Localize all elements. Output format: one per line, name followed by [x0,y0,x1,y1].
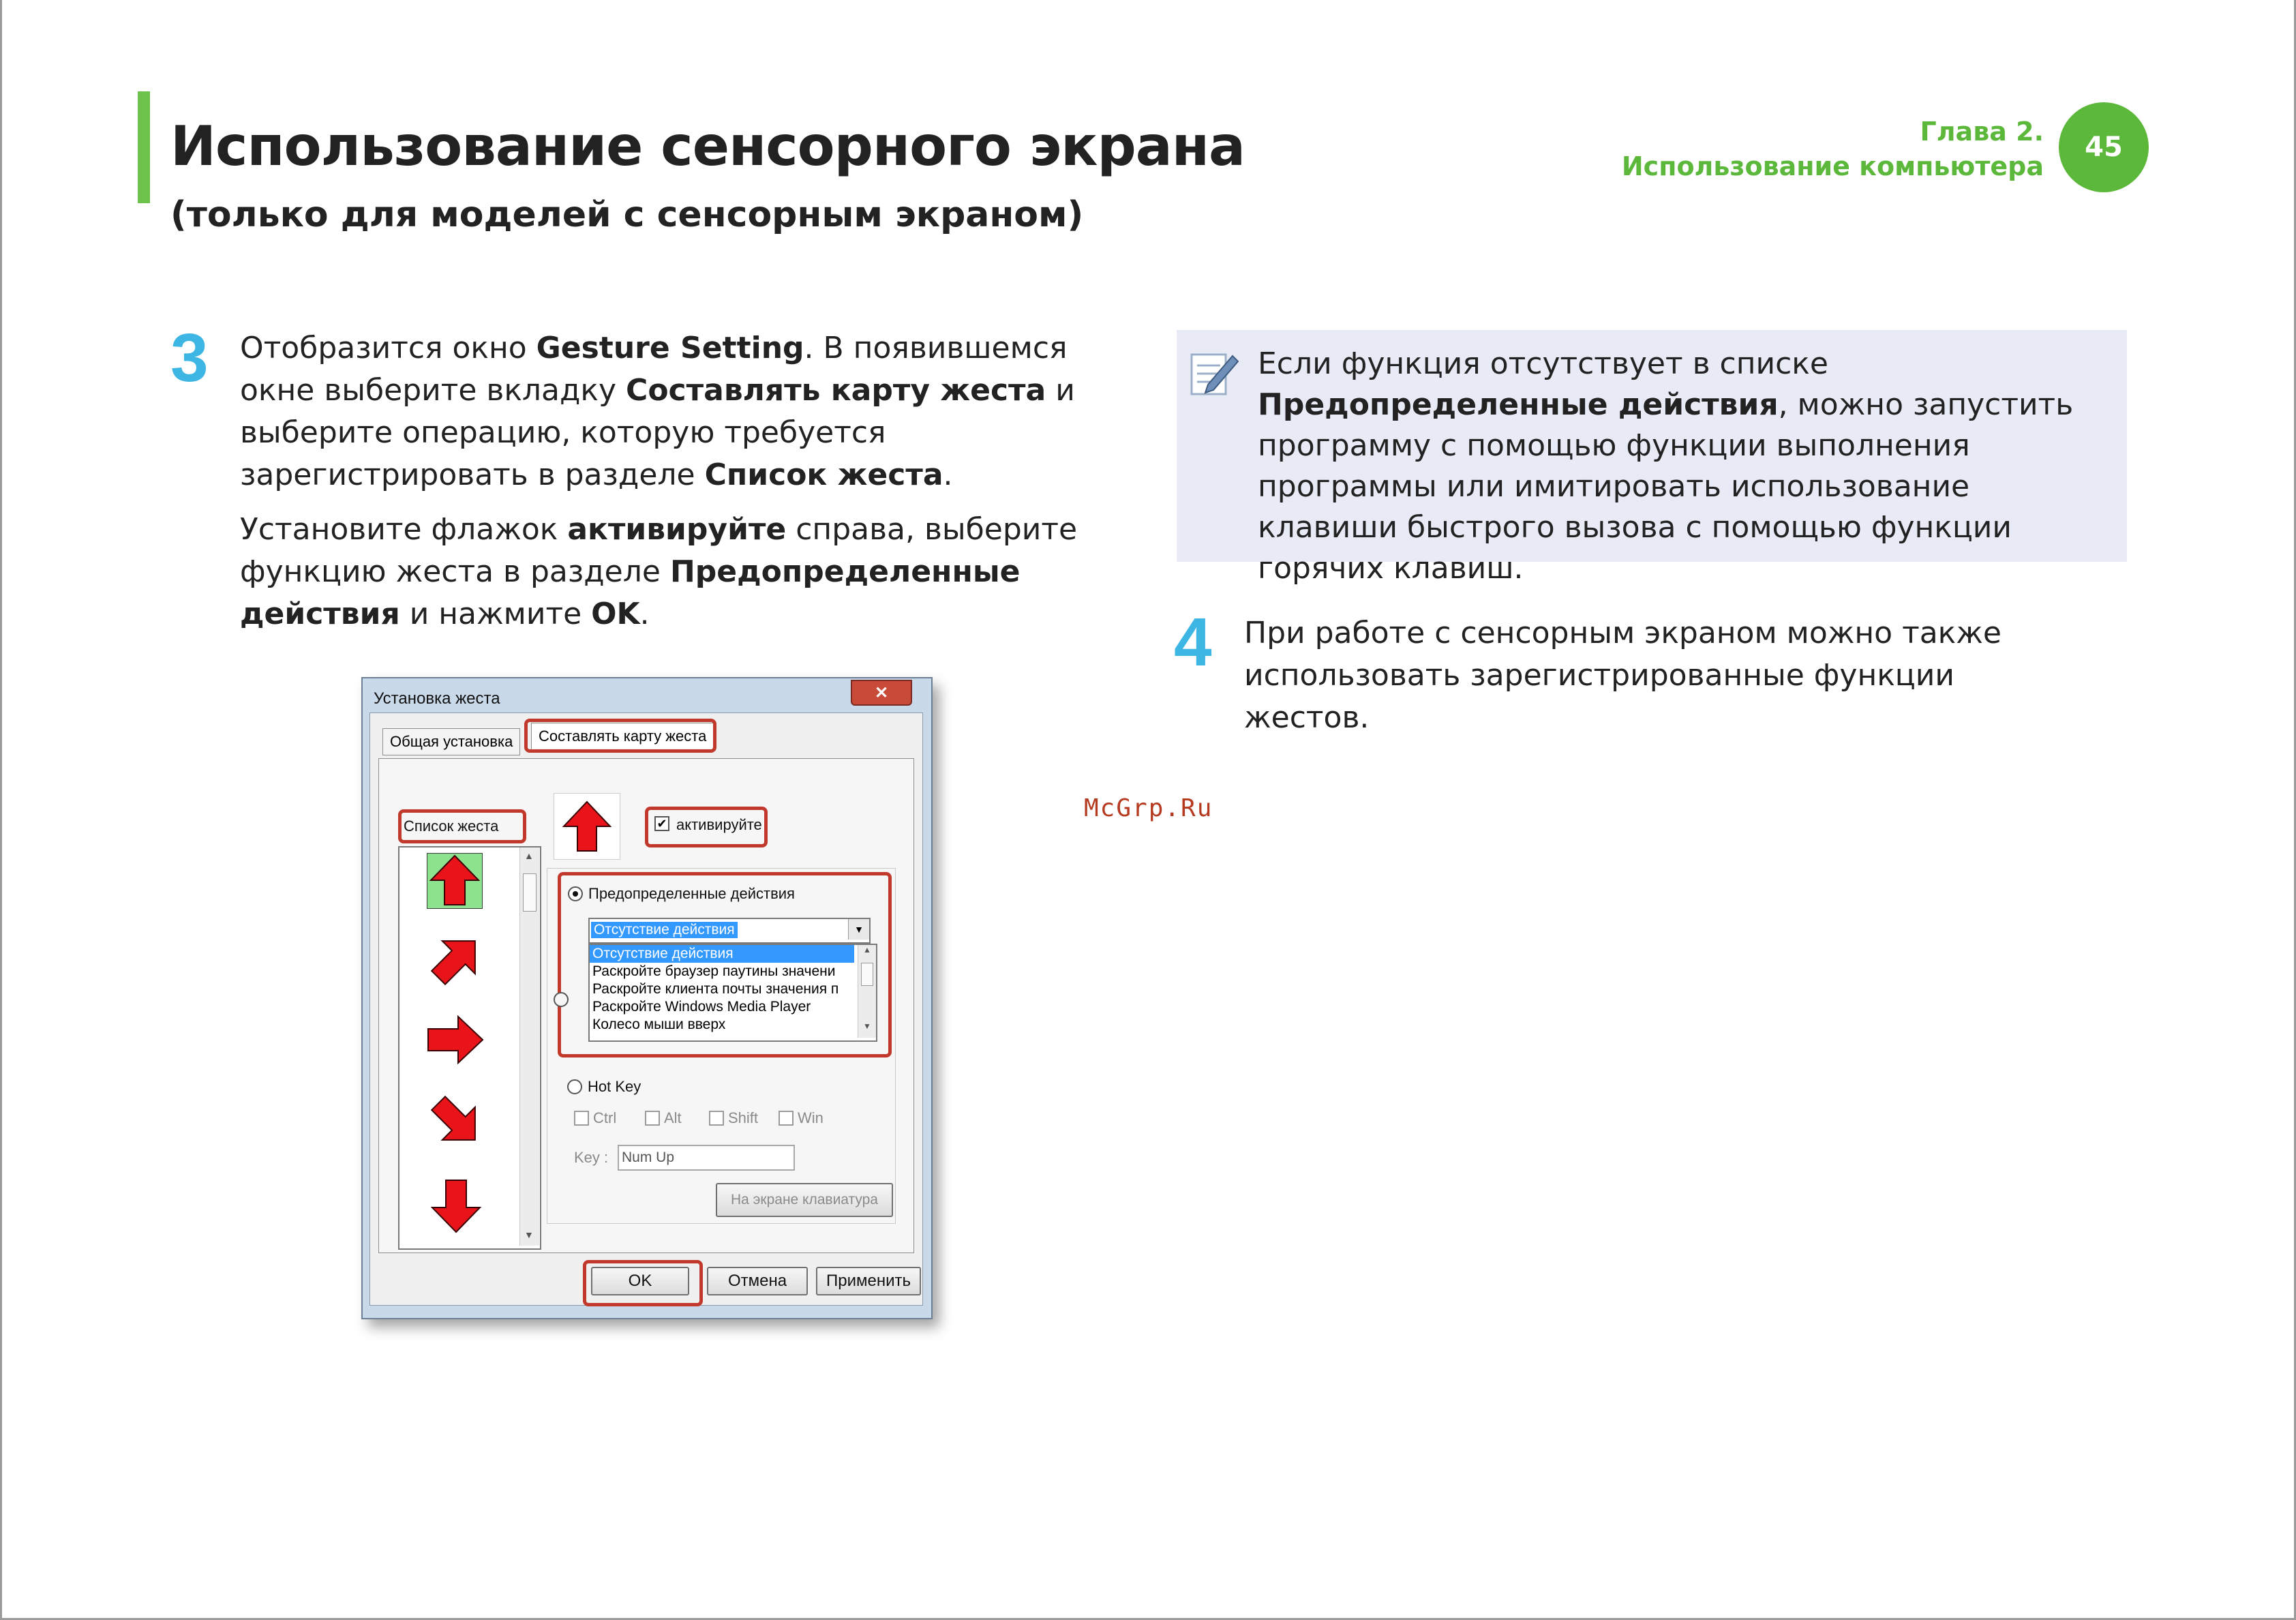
title-accent-bar [138,91,150,203]
program-radio[interactable] [554,992,569,1007]
step-3-number: 3 [170,320,209,396]
step-3-paragraph-1 [240,327,1126,496]
chevron-down-icon[interactable]: ▼ [848,919,869,940]
bold-term: активируйте [567,512,787,547]
scroll-up-icon[interactable]: ▲ [524,850,534,861]
bold-term: Gesture Setting [536,331,804,365]
tab-highlight [524,719,716,753]
page-border-left [0,0,2,1620]
text-run: Отобразится окно [240,331,537,365]
dropdown-item[interactable]: Раскройте Windows Media Player [592,999,811,1015]
page-subtitle: (только для моделей с сенсорным экраном) [170,194,1084,235]
win-checkbox[interactable] [779,1111,794,1126]
ok-button[interactable]: OK [591,1267,689,1295]
gesture-setting-dialog [361,677,933,1319]
note-pencil-icon [1188,346,1242,401]
win-label: Win [798,1109,824,1126]
bold-term: Составлять карту жеста [626,373,1046,408]
close-icon[interactable]: ✕ [851,680,912,706]
ctrl-label: Ctrl [593,1109,617,1126]
note-text [1258,344,2117,589]
bold-term: OK [591,597,640,631]
gesture-preview [554,793,620,860]
predefined-highlight [558,872,892,1058]
gesture-list[interactable] [398,846,541,1250]
onscreen-keyboard-button[interactable]: На экране клавиатура [716,1183,893,1217]
dropdown-scrollbar[interactable] [858,945,876,1038]
predefined-radio[interactable] [568,886,583,901]
combo-selected-value: Отсутствие действия [591,922,738,938]
page-title: Использование сенсорного экрана [170,115,1245,178]
arrow-down-icon[interactable] [431,1179,481,1233]
bold-term: Предопределенные действия [1258,387,1779,422]
radio-dot [573,891,578,897]
key-label: Key : [574,1149,609,1166]
text-run: . [639,597,650,631]
tab-panel [378,758,914,1253]
shift-checkbox[interactable] [709,1111,724,1126]
activate-checkbox[interactable] [654,816,669,831]
text-run: и нажмите [399,597,592,631]
text-run: Установите флажок [240,512,568,547]
arrow-right-icon[interactable] [427,1015,484,1064]
step-3-paragraph-2 [240,509,1133,635]
chapter-label: Глава 2. [1920,117,2044,147]
dialog-body [369,712,923,1306]
activate-label: активируйте [676,816,762,833]
gesture-list-scrollbar[interactable] [519,847,539,1246]
predefined-dropdown-list[interactable] [588,944,877,1042]
chapter-name: Использование компьютера [1621,151,2044,181]
check-icon: ✔ [656,817,667,830]
gesture-list-label-highlight [398,809,526,843]
scroll-thumb[interactable] [861,963,873,986]
page-number-badge: 45 [2059,102,2149,192]
dropdown-item[interactable]: Колесо мыши вверх [592,1017,726,1032]
predefined-combo[interactable] [588,918,871,944]
text-run: справа, выберите функцию жеста в разделе [240,512,1078,589]
dropdown-item[interactable]: Отсутствие действия [590,945,854,963]
tab-general[interactable]: Общая установка [382,728,520,755]
cancel-button[interactable]: Отмена [707,1267,808,1295]
scroll-down-icon[interactable]: ▼ [863,1021,871,1031]
gesture-list-label: Список жеста [404,817,499,835]
scroll-down-icon[interactable]: ▼ [524,1229,534,1240]
preview-arrow-up-icon [562,800,611,852]
shift-label: Shift [728,1109,759,1126]
tab-gesture-map[interactable]: Составлять карту жеста [531,723,714,749]
key-input[interactable]: Num Up [618,1145,795,1171]
step-4-text: При работе с сенсорным экраном можно также использовать зарегистрированные функции жестов. [1244,616,2002,735]
bold-term: Список жеста [704,457,943,492]
text-run: . В появившемся окне выберите вкладку [240,331,1068,408]
predefined-label: Предопределенные действия [588,885,795,902]
arrow-up-icon[interactable] [429,854,480,906]
scroll-thumb[interactable] [523,873,537,912]
watermark: McGrp.Ru [1084,794,1213,822]
hotkey-radio[interactable] [567,1079,582,1094]
step-4-number: 4 [1174,604,1212,680]
scroll-up-icon[interactable]: ▲ [863,945,871,955]
dialog-title: Установка жеста [374,689,500,708]
dropdown-item[interactable]: Раскройте клиента почты значения п [592,981,839,997]
text-run: Если функция отсутствует в списке [1258,346,1828,381]
alt-label: Alt [664,1109,682,1126]
text-run: и выберите операцию, которую требуется зарегистрировать в разделе [240,373,1075,492]
ctrl-checkbox[interactable] [574,1111,589,1126]
alt-checkbox[interactable] [645,1111,660,1126]
arrow-up-right-icon[interactable] [429,932,484,987]
hotkey-label: Hot Key [588,1078,641,1095]
dropdown-item[interactable]: Раскройте браузер паутины значени [592,963,836,979]
arrow-down-right-icon[interactable] [429,1094,484,1149]
text-run: . [943,457,953,492]
text-run: , можно запустить программу с помощью функции выполнения программы или имитировать использование клавиши быстрого вызова с помощью функции горячих клавиш. [1258,387,2074,586]
bold-term: Предопределенные действия [240,554,1021,631]
apply-button[interactable]: Применить [816,1267,921,1295]
